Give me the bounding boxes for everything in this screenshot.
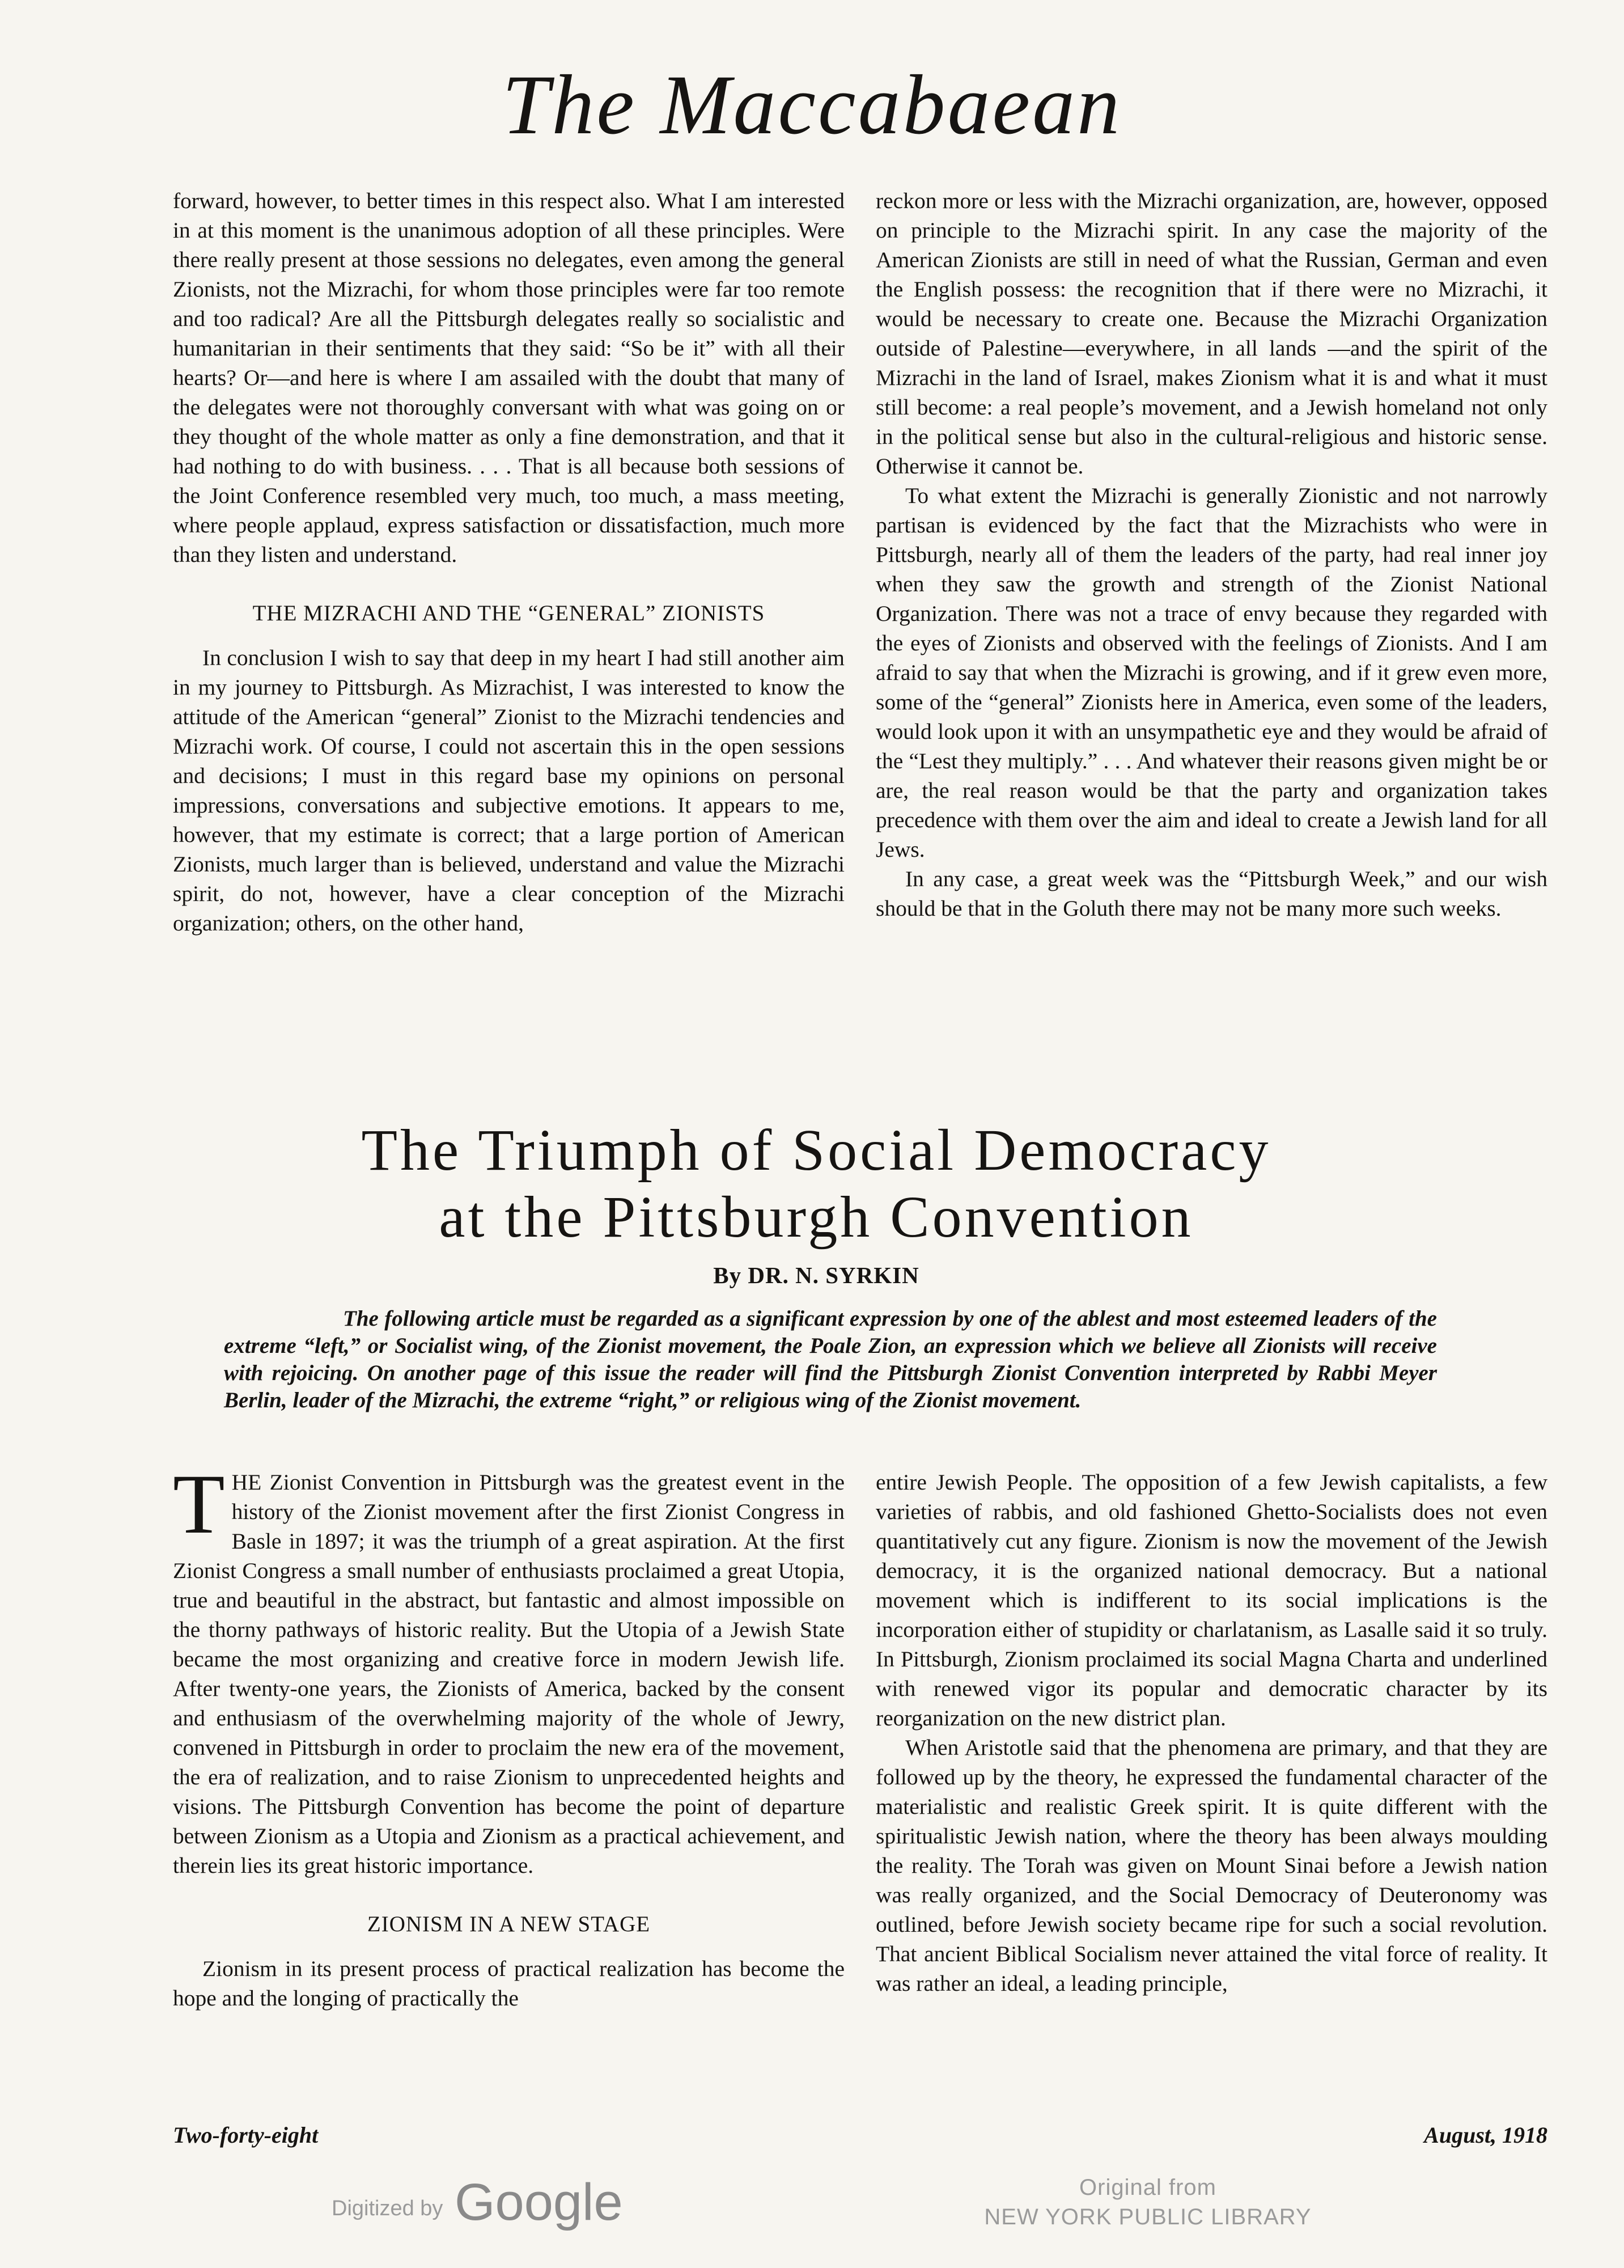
digitized-by-watermark: [332, 2173, 623, 2232]
prev-article-column-2: [876, 186, 1547, 923]
paragraph: In conclusion I wish to say that deep in my heart I had still another aim in my journey to Pittsburgh. As Mizrachist, I was interested to know the attitude of the American “general” Zionist to the Mizrachi tendencies and Mizrachi work. Of course, I could not ascertain this in the open sessions and decisions; I must in this regard base my opinions on personal impressions, conversations and subjective emotions. It appears to me, however, that my estimate is correct; that a large portion of American Zionists, much larger than is believed, understand and value the Mizrachi spirit, do not, however, have a clear conception of the Mizrachi organization; others, on the other hand,: [173, 645, 845, 936]
byline: By DR. N. SYRKIN: [713, 1262, 919, 1288]
article-title-line-1: The Triumph of Social Democracy: [361, 1118, 1271, 1183]
google-logo: Google: [454, 2173, 623, 2231]
article-column-1: [173, 1457, 845, 2013]
original-from-label: Original from: [1079, 2175, 1216, 2200]
prev-article-column-1: [173, 186, 845, 938]
source-watermark: [972, 2173, 1324, 2232]
library-name: NEW YORK PUBLIC LIBRARY: [984, 2204, 1312, 2229]
paragraph: forward, however, to better times in this respect also. What I am interested in at this moment is the unanimous adoption of all these principles. Were there really present at those sessions no delegates, even among the general Zionists, not the Mizrachi, for whom those principles were far too remote and too radical? Are all the Pittsburgh delegates really so socialistic and humanitarian in their sentiments that they said: “So be it” with all their hearts? Or—and here is where I am assailed with the doubt that many of the delegates were not thoroughly conversant with what was going on or they thought of the whole matter as only a fine demonstration, and that it had nothing to do with business. . . . That is all because both sessions of the Joint Conference resembled very much, too much, a mass meeting, where people applaud, express satisfaction or dissatisfaction, much more than they listen and understand.: [173, 188, 845, 567]
section-heading: THE MIZRACHI AND THE “GENERAL” ZIONISTS: [252, 601, 765, 625]
article-title-line-2: at the Pittsburgh Convention: [439, 1184, 1194, 1250]
paragraph: When Aristotle said that the phenomena are primary, and that they are followed up by the theory, he expressed the fundamental character of the materialistic and realistic Greek spirit. It is quite different with the spiritualistic Jewish nation, where the theory has been always moulding the reality. The Torah was given on Mount Sinai before a Jewish nation was really organized, and the Social Democracy of Deuteronomy was outlined, before Jewish society became ripe for such a social revolution. That ancient Biblical Socialism never attained the vital force of reality. It was rather an ideal, a leading principle,: [876, 1735, 1547, 1996]
editorial-intro: The following article must be regarded as a significant expression by one of the ablest and most esteemed leaders of the extreme “left,” or Socialist wing, of the Zionist movement, the Poale Zion, an expression which we believe all Zionists will receive with rejoicing. On another page of this issue the reader will find the Pittsburgh Zionist Convention interpreted by Rabbi Meyer Berlin, leader of the Mizrachi, the extreme “right,” or religious wing of the Zionist movement.: [224, 1306, 1437, 1412]
paragraph: reckon more or less with the Mizrachi organization, are, however, opposed on principle to the Mizrachi spirit. In any case the majority of the American Zionists are still in need of what the Russian, German and even the English possess: the recognition that if there were no Mizrachi, it would be necessary to create one. Because the Mizrachi Organization outside of Palestine—everywhere, in all lands —and the spirit of the Mizrachi in the land of Israel, makes Zionism what it is and what it must still become: a real people’s movement, and a Jewish homeland not only in the political sense but also in the cultural-religious and historic sense. Otherwise it cannot be.: [876, 188, 1547, 479]
drop-cap: T: [173, 1457, 225, 1551]
first-paragraph: [173, 1457, 845, 1880]
masthead: The Maccabaean: [502, 58, 1122, 152]
article-title: [170, 1117, 1462, 1251]
section-heading: ZIONISM IN A NEW STAGE: [367, 1912, 651, 1936]
article-column-2: [876, 1467, 1547, 1998]
digitized-by-label: Digitized by: [332, 2197, 443, 2220]
paragraph: In any case, a great week was the “Pittsburgh Week,” and our wish should be that in the Goluth there may not be many more such weeks.: [876, 866, 1547, 921]
page-number: Two-forty-eight: [173, 2122, 319, 2148]
issue-date: August, 1918: [1424, 2122, 1547, 2148]
paragraph: entire Jewish People. The opposition of a few Jewish capitalists, a few varieties of rabbis, and old fashioned Ghetto-Socialists does not even quantitatively cut any figure. Zionism is now the movement of the Jewish democracy, it is the organized national democracy. But a national movement which is indifferent to its social implications is the incorporation either of stupidity or charlatanism, as Lasalle said it so truly. In Pittsburgh, Zionism proclaimed its social Magna Charta and underlined with renewed vigor its popular and democratic character by its reorganization on the new district plan.: [876, 1470, 1547, 1730]
paragraph: Zionism in its present process of practical realization has become the hope and the longing of practically the: [173, 1956, 845, 2011]
paragraph: To what extent the Mizrachi is generally Zionistic and not narrowly partisan is evidenced by the fact that the Mizrachists who were in Pittsburgh, nearly all of them the leaders of the party, had real inner joy when they saw the growth and strength of the Zionist National Organization. There was not a trace of envy because they regarded with the eyes of Zionists and observed with the feelings of Zionists. And I am afraid to say that when the Mizrachi is growing, and if it grew even more, some of the “general” Zionists here in America, even some of the leaders, would look upon it with an unsympathetic eye and they would be afraid of the “Lest they multiply.” . . . And whatever their reasons given might be or are, the real reason would be that the party and organization takes precedence with them over the aim and ideal to create a Jewish land for all Jews.: [876, 483, 1547, 862]
first-paragraph-text: HE Zionist Convention in Pittsburgh was the greatest event in the history of the Zionist movement after the first Zionist Congress in Basle in 1897; it was the triumph of a great aspiration. At the first Zionist Congress a small number of enthusiasts proclaimed a great Utopia, true and beautiful in the abstract, but fantastic and almost impossible on the thorny pathways of historic reality. But the Utopia of a Jewish State became the most organizing and creative force in modern Jewish life. After twenty-one years, the Zionists of America, backed by the consent and enthusiasm of the overwhelming majority of the whole of Jewry, convened in Pittsburgh in order to proclaim the new era of the movement, the era of realization, and to raise Zionism to unprecedented heights and visions. The Pittsburgh Convention has become the point of departure between Zionism as a Utopia and Zionism as a practical achievement, and therein lies its great historic importance.: [173, 1470, 845, 1878]
